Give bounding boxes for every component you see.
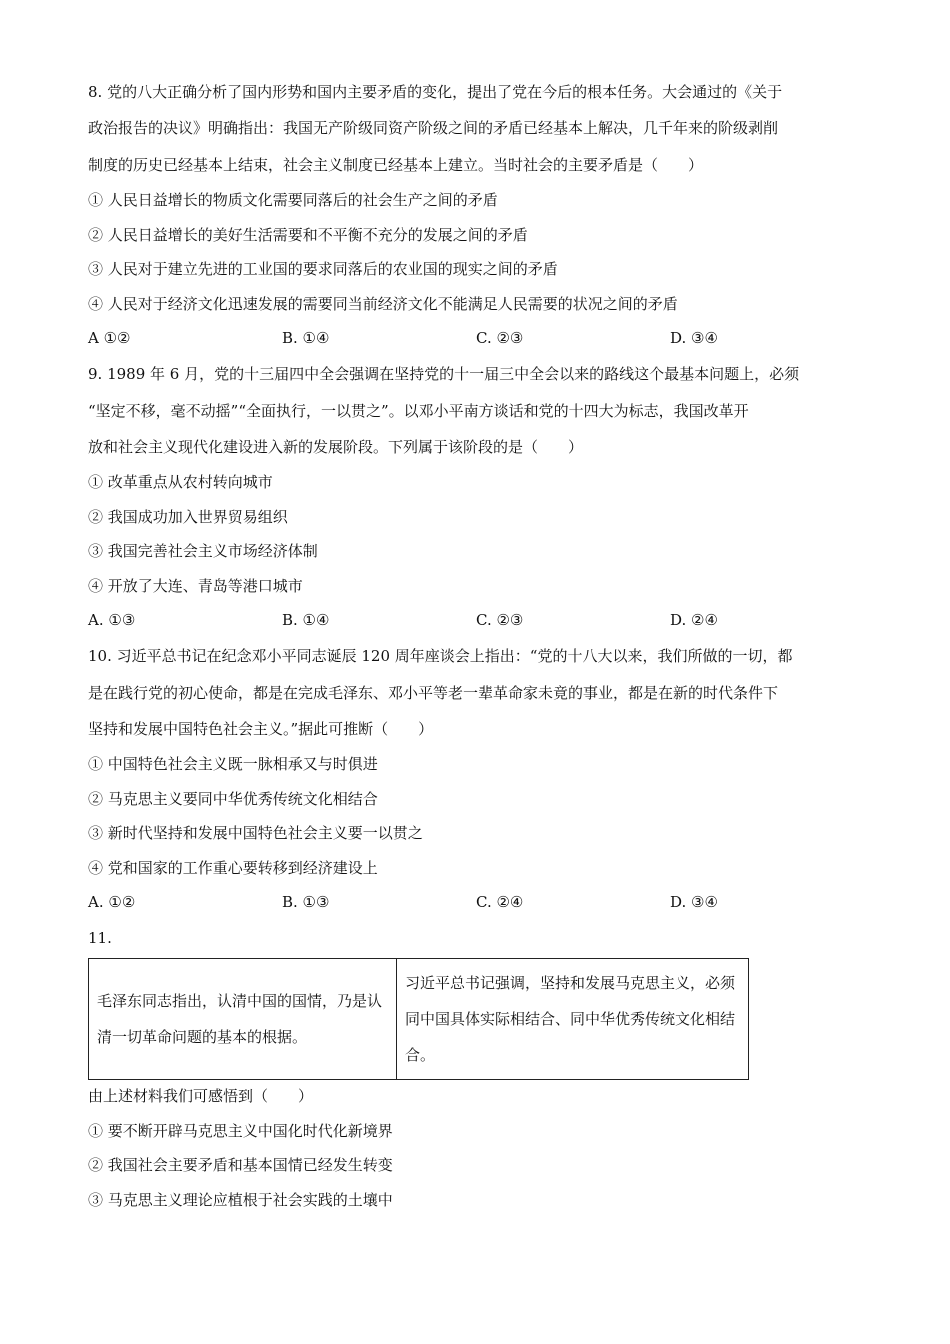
q8-option-a[interactable]: A ①② (88, 329, 131, 347)
q9-option-a[interactable]: A. ①③ (88, 611, 136, 629)
q8-stem-line-3: 制度的历史已经基本上结束，社会主义制度已经基本上建立。当时社会的主要矛盾是（ ） (88, 156, 704, 174)
q11-material-right-cell (397, 959, 748, 1079)
q8-options (88, 328, 868, 348)
q11-item-3: ③ 马克思主义理论应植根于社会实践的土壤中 (88, 1191, 393, 1209)
q10-option-b[interactable]: B. ①③ (282, 893, 330, 911)
q10-item-2: ② 马克思主义要同中华优秀传统文化相结合 (88, 790, 378, 808)
q10-options (88, 892, 868, 912)
q10-stem-line-1: 10. 习近平总书记在纪念邓小平同志诞辰 120 周年座谈会上指出：“党的十八大以来，我们所做的一切，都 (88, 647, 793, 665)
q10-item-1: ① 中国特色社会主义既一脉相承又与时俱进 (88, 755, 378, 773)
q11-item-1: ① 要不断开辟马克思主义中国化时代化新境界 (88, 1122, 393, 1140)
q8-option-b[interactable]: B. ①④ (282, 329, 330, 347)
q8-stem-line-2: 政治报告的决议》明确指出：我国无产阶级同资产阶级之间的矛盾已经基本上解决，几千年来的阶级剥削 (88, 119, 779, 137)
q10-item-4: ④ 党和国家的工作重心要转移到经济建设上 (88, 859, 378, 877)
q11-material-right-text: 习近平总书记强调，坚持和发展马克思主义，必须同中国具体实际相结合、同中华优秀传统文化相结合。 (405, 974, 736, 1064)
q9-stem-line-3: 放和社会主义现代化建设进入新的发展阶段。下列属于该阶段的是（ ） (88, 438, 584, 456)
q9-item-1: ① 改革重点从农村转向城市 (88, 473, 273, 491)
q11-material-left-cell (89, 959, 397, 1079)
q11-item-2: ② 我国社会主要矛盾和基本国情已经发生转变 (88, 1156, 393, 1174)
q8-option-d[interactable]: D. ③④ (670, 329, 718, 347)
q8-item-4: ④ 人民对于经济文化迅速发展的需要同当前经济文化不能满足人民需要的状况之间的矛盾 (88, 295, 678, 313)
q9-option-b[interactable]: B. ①④ (282, 611, 330, 629)
q9-stem-line-1: 9. 1989 年 6 月，党的十三届四中全会强调在坚持党的十一届三中全会以来的路线这个最基本问题上，必须 (88, 365, 800, 383)
q9-item-4: ④ 开放了大连、青岛等港口城市 (88, 577, 303, 595)
q8-item-3: ③ 人民对于建立先进的工业国的要求同落后的农业国的现实之间的矛盾 (88, 260, 558, 278)
q9-option-c[interactable]: C. ②③ (476, 611, 524, 629)
q9-stem-line-2: “坚定不移，毫不动摇”“全面执行，一以贯之”。以邓小平南方谈话和党的十四大为标志，我国改革开 (88, 402, 749, 420)
q10-stem-line-2: 是在践行党的初心使命，都是在完成毛泽东、邓小平等老一辈革命家未竟的事业，都是在新的时代条件下 (88, 684, 779, 702)
q10-item-3: ③ 新时代坚持和发展中国特色社会主义要一以贯之 (88, 824, 423, 842)
q10-option-c[interactable]: C. ②④ (476, 893, 524, 911)
q9-item-2: ② 我国成功加入世界贸易组织 (88, 508, 288, 526)
q9-options (88, 610, 868, 630)
q11-number: 11. (88, 929, 112, 947)
q11-material-table (88, 958, 749, 1080)
q9-item-3: ③ 我国完善社会主义市场经济体制 (88, 542, 318, 560)
q11-stem: 由上述材料我们可感悟到（ ） (88, 1087, 314, 1105)
q8-item-2: ② 人民日益增长的美好生活需要和不平衡不充分的发展之间的矛盾 (88, 226, 528, 244)
q10-option-d[interactable]: D. ③④ (670, 893, 718, 911)
q8-item-1: ① 人民日益增长的物质文化需要同落后的社会生产之间的矛盾 (88, 191, 498, 209)
q8-option-c[interactable]: C. ②③ (476, 329, 524, 347)
q9-option-d[interactable]: D. ②④ (670, 611, 718, 629)
q11-material-left-text: 毛泽东同志指出，认清中国的国情，乃是认清一切革命问题的基本的根据。 (97, 992, 383, 1046)
q10-stem-line-3: 坚持和发展中国特色社会主义。”据此可推断（ ） (88, 720, 434, 738)
q8-stem-line-1: 8. 党的八大正确分析了国内形势和国内主要矛盾的变化，提出了党在今后的根本任务。大会通过的《关于 (88, 83, 783, 101)
q10-option-a[interactable]: A. ①② (88, 893, 136, 911)
